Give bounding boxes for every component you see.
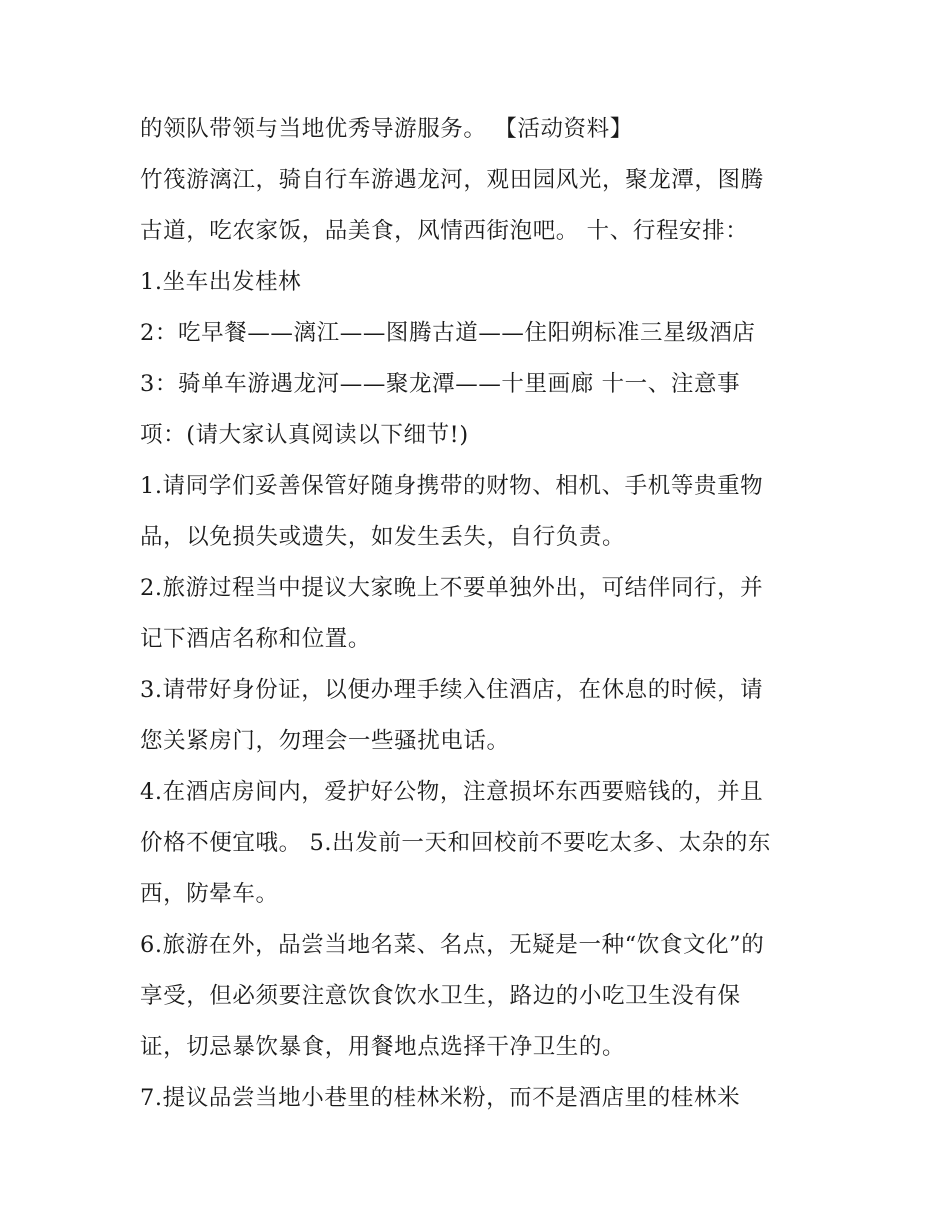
document-body	[140, 104, 820, 1124]
text-line: 7.提议品尝当地小巷里的桂林米粉，而不是酒店里的桂林米	[140, 1085, 741, 1111]
text-line: 证，切忌暴饮暴食，用餐地点选择干净卫生的。	[140, 1034, 626, 1060]
text-line: 4.在酒店房间内，爱护好公物，注意损坏东西要赔钱的，并且	[140, 779, 764, 805]
text-line: 6.旅游在外，品尝当地名菜、名点，无疑是一种“饮食文化”的	[140, 932, 765, 958]
text-line: 2.旅游过程当中提议大家晚上不要单独外出，可结伴同行，并	[140, 575, 764, 601]
text-line: 记下酒店名称和位置。	[140, 626, 372, 652]
text-line: 3.请带好身份证，以便办理手续入住酒店，在休息的时候，请	[140, 677, 764, 703]
text-line: 项：(请大家认真阅读以下细节!)	[140, 422, 469, 448]
text-line: 价格不便宜哦。 5.出发前一天和回校前不要吃太多、太杂的东	[140, 830, 772, 856]
text-line: 您关紧房门，勿理会一些骚扰电话。	[140, 728, 510, 754]
text-line: 的领队带领与当地优秀导游服务。 【活动资料】	[140, 116, 633, 142]
text-line: 享受，但必须要注意饮食饮水卫生，路边的小吃卫生没有保	[140, 983, 741, 1009]
text-line: 西，防晕车。	[140, 881, 279, 907]
text-line: 品，以免损失或遗失，如发生丢失，自行负责。	[140, 524, 626, 550]
text-line: 古道，吃农家饭，品美食，风情西街泡吧。 十、行程安排：	[140, 218, 749, 244]
text-line: 竹筏游漓江，骑自行车游遇龙河，观田园风光，聚龙潭，图腾	[140, 167, 764, 193]
text-line: 2：吃早餐——漓江——图腾古道——住阳朔标准三星级酒店	[140, 320, 756, 346]
text-line: 3：骑单车游遇龙河——聚龙潭——十里画廊 十一、注意事	[140, 371, 741, 397]
text-line: 1.请同学们妥善保管好随身携带的财物、相机、手机等贵重物	[140, 473, 764, 499]
text-line: 1.坐车出发桂林	[140, 269, 302, 295]
